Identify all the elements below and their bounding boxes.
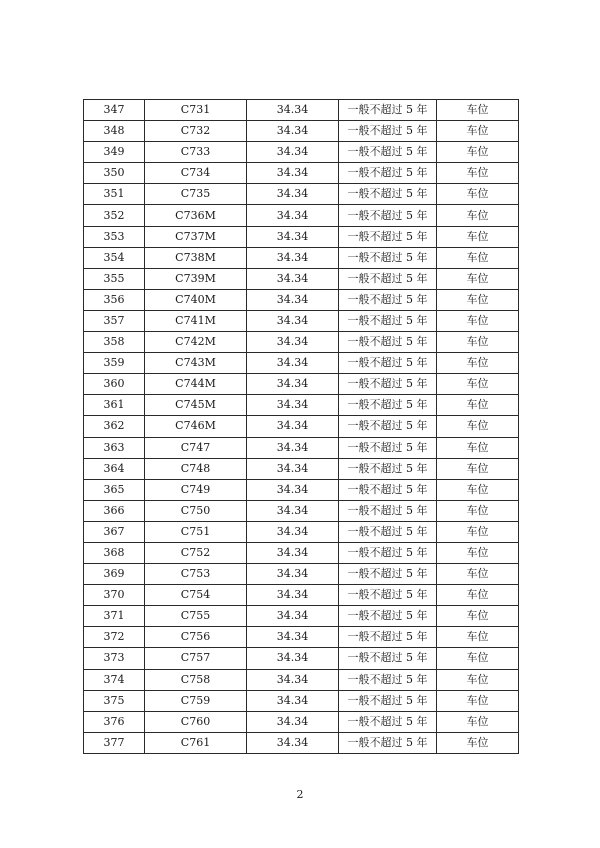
term-cell: 一般不超过 5 年 <box>339 711 437 732</box>
serial-number-cell: 347 <box>84 100 145 121</box>
space-code-cell: C752 <box>145 542 247 563</box>
type-cell: 车位 <box>437 437 519 458</box>
area-cell: 34.34 <box>247 289 339 310</box>
serial-number-cell: 375 <box>84 690 145 711</box>
serial-number-cell: 365 <box>84 479 145 500</box>
type-cell: 车位 <box>437 648 519 669</box>
space-code-cell: C732 <box>145 121 247 142</box>
space-code-cell: C755 <box>145 606 247 627</box>
table-row <box>84 500 519 521</box>
area-cell: 34.34 <box>247 500 339 521</box>
table-row <box>84 606 519 627</box>
serial-number-cell: 351 <box>84 184 145 205</box>
term-cell: 一般不超过 5 年 <box>339 479 437 500</box>
term-cell: 一般不超过 5 年 <box>339 163 437 184</box>
area-cell: 34.34 <box>247 416 339 437</box>
table-row <box>84 479 519 500</box>
table-row <box>84 564 519 585</box>
table-row <box>84 100 519 121</box>
serial-number-cell: 350 <box>84 163 145 184</box>
type-cell: 车位 <box>437 184 519 205</box>
table-row <box>84 690 519 711</box>
space-code-cell: C760 <box>145 711 247 732</box>
serial-number-cell: 362 <box>84 416 145 437</box>
type-cell: 车位 <box>437 247 519 268</box>
serial-number-cell: 353 <box>84 226 145 247</box>
area-cell: 34.34 <box>247 479 339 500</box>
type-cell: 车位 <box>437 121 519 142</box>
serial-number-cell: 372 <box>84 627 145 648</box>
serial-number-cell: 356 <box>84 289 145 310</box>
space-code-cell: C758 <box>145 669 247 690</box>
area-cell: 34.34 <box>247 310 339 331</box>
area-cell: 34.34 <box>247 247 339 268</box>
table-row <box>84 226 519 247</box>
area-cell: 34.34 <box>247 648 339 669</box>
area-cell: 34.34 <box>247 521 339 542</box>
serial-number-cell: 352 <box>84 205 145 226</box>
area-cell: 34.34 <box>247 627 339 648</box>
type-cell: 车位 <box>437 690 519 711</box>
term-cell: 一般不超过 5 年 <box>339 521 437 542</box>
term-cell: 一般不超过 5 年 <box>339 142 437 163</box>
table-row <box>84 395 519 416</box>
serial-number-cell: 368 <box>84 542 145 563</box>
table-row <box>84 310 519 331</box>
area-cell: 34.34 <box>247 226 339 247</box>
table-row <box>84 648 519 669</box>
term-cell: 一般不超过 5 年 <box>339 353 437 374</box>
table-row <box>84 353 519 374</box>
serial-number-cell: 359 <box>84 353 145 374</box>
type-cell: 车位 <box>437 332 519 353</box>
term-cell: 一般不超过 5 年 <box>339 732 437 753</box>
serial-number-cell: 371 <box>84 606 145 627</box>
term-cell: 一般不超过 5 年 <box>339 268 437 289</box>
term-cell: 一般不超过 5 年 <box>339 395 437 416</box>
table-row <box>84 374 519 395</box>
area-cell: 34.34 <box>247 353 339 374</box>
type-cell: 车位 <box>437 416 519 437</box>
term-cell: 一般不超过 5 年 <box>339 184 437 205</box>
space-code-cell: C746M <box>145 416 247 437</box>
type-cell: 车位 <box>437 564 519 585</box>
type-cell: 车位 <box>437 669 519 690</box>
area-cell: 34.34 <box>247 142 339 163</box>
type-cell: 车位 <box>437 521 519 542</box>
space-code-cell: C738M <box>145 247 247 268</box>
term-cell: 一般不超过 5 年 <box>339 310 437 331</box>
area-cell: 34.34 <box>247 458 339 479</box>
table-row <box>84 289 519 310</box>
term-cell: 一般不超过 5 年 <box>339 500 437 521</box>
area-cell: 34.34 <box>247 585 339 606</box>
serial-number-cell: 367 <box>84 521 145 542</box>
type-cell: 车位 <box>437 205 519 226</box>
space-code-cell: C742M <box>145 332 247 353</box>
space-code-cell: C748 <box>145 458 247 479</box>
area-cell: 34.34 <box>247 395 339 416</box>
type-cell: 车位 <box>437 142 519 163</box>
area-cell: 34.34 <box>247 690 339 711</box>
term-cell: 一般不超过 5 年 <box>339 121 437 142</box>
term-cell: 一般不超过 5 年 <box>339 585 437 606</box>
type-cell: 车位 <box>437 585 519 606</box>
table-row <box>84 627 519 648</box>
table-row <box>84 184 519 205</box>
term-cell: 一般不超过 5 年 <box>339 374 437 395</box>
space-code-cell: C745M <box>145 395 247 416</box>
table-row <box>84 332 519 353</box>
term-cell: 一般不超过 5 年 <box>339 205 437 226</box>
space-code-cell: C751 <box>145 521 247 542</box>
area-cell: 34.34 <box>247 205 339 226</box>
type-cell: 车位 <box>437 374 519 395</box>
type-cell: 车位 <box>437 353 519 374</box>
table-row <box>84 205 519 226</box>
page-number: 2 <box>296 788 304 801</box>
table-row <box>84 585 519 606</box>
space-code-cell: C733 <box>145 142 247 163</box>
space-code-cell: C740M <box>145 289 247 310</box>
type-cell: 车位 <box>437 711 519 732</box>
serial-number-cell: 363 <box>84 437 145 458</box>
type-cell: 车位 <box>437 289 519 310</box>
space-code-cell: C761 <box>145 732 247 753</box>
table-row <box>84 247 519 268</box>
serial-number-cell: 349 <box>84 142 145 163</box>
term-cell: 一般不超过 5 年 <box>339 606 437 627</box>
space-code-cell: C735 <box>145 184 247 205</box>
term-cell: 一般不超过 5 年 <box>339 690 437 711</box>
area-cell: 34.34 <box>247 564 339 585</box>
space-code-cell: C734 <box>145 163 247 184</box>
space-code-cell: C747 <box>145 437 247 458</box>
term-cell: 一般不超过 5 年 <box>339 289 437 310</box>
term-cell: 一般不超过 5 年 <box>339 100 437 121</box>
table-row <box>84 142 519 163</box>
serial-number-cell: 361 <box>84 395 145 416</box>
space-code-cell: C737M <box>145 226 247 247</box>
table-body <box>84 100 519 754</box>
serial-number-cell: 357 <box>84 310 145 331</box>
space-code-cell: C749 <box>145 479 247 500</box>
type-cell: 车位 <box>437 500 519 521</box>
area-cell: 34.34 <box>247 184 339 205</box>
space-code-cell: C750 <box>145 500 247 521</box>
area-cell: 34.34 <box>247 606 339 627</box>
type-cell: 车位 <box>437 627 519 648</box>
space-code-cell: C743M <box>145 353 247 374</box>
area-cell: 34.34 <box>247 669 339 690</box>
serial-number-cell: 358 <box>84 332 145 353</box>
table-row <box>84 732 519 753</box>
table-row <box>84 711 519 732</box>
type-cell: 车位 <box>437 732 519 753</box>
area-cell: 34.34 <box>247 268 339 289</box>
space-code-cell: C753 <box>145 564 247 585</box>
type-cell: 车位 <box>437 458 519 479</box>
area-cell: 34.34 <box>247 332 339 353</box>
table-row <box>84 416 519 437</box>
table-row <box>84 542 519 563</box>
table-row <box>84 669 519 690</box>
term-cell: 一般不超过 5 年 <box>339 648 437 669</box>
table-row <box>84 268 519 289</box>
area-cell: 34.34 <box>247 121 339 142</box>
serial-number-cell: 364 <box>84 458 145 479</box>
serial-number-cell: 374 <box>84 669 145 690</box>
area-cell: 34.34 <box>247 542 339 563</box>
serial-number-cell: 373 <box>84 648 145 669</box>
space-code-cell: C756 <box>145 627 247 648</box>
space-code-cell: C757 <box>145 648 247 669</box>
area-cell: 34.34 <box>247 732 339 753</box>
serial-number-cell: 376 <box>84 711 145 732</box>
term-cell: 一般不超过 5 年 <box>339 669 437 690</box>
area-cell: 34.34 <box>247 711 339 732</box>
serial-number-cell: 354 <box>84 247 145 268</box>
term-cell: 一般不超过 5 年 <box>339 247 437 268</box>
space-code-cell: C739M <box>145 268 247 289</box>
serial-number-cell: 348 <box>84 121 145 142</box>
type-cell: 车位 <box>437 542 519 563</box>
type-cell: 车位 <box>437 163 519 184</box>
term-cell: 一般不超过 5 年 <box>339 458 437 479</box>
table-row <box>84 121 519 142</box>
term-cell: 一般不超过 5 年 <box>339 437 437 458</box>
table-row <box>84 437 519 458</box>
term-cell: 一般不超过 5 年 <box>339 564 437 585</box>
area-cell: 34.34 <box>247 374 339 395</box>
term-cell: 一般不超过 5 年 <box>339 416 437 437</box>
term-cell: 一般不超过 5 年 <box>339 627 437 648</box>
space-code-cell: C736M <box>145 205 247 226</box>
area-cell: 34.34 <box>247 163 339 184</box>
type-cell: 车位 <box>437 268 519 289</box>
serial-number-cell: 369 <box>84 564 145 585</box>
type-cell: 车位 <box>437 606 519 627</box>
serial-number-cell: 355 <box>84 268 145 289</box>
space-code-cell: C731 <box>145 100 247 121</box>
space-code-cell: C744M <box>145 374 247 395</box>
parking-space-table <box>83 99 519 754</box>
serial-number-cell: 370 <box>84 585 145 606</box>
serial-number-cell: 360 <box>84 374 145 395</box>
type-cell: 车位 <box>437 100 519 121</box>
space-code-cell: C741M <box>145 310 247 331</box>
table-row <box>84 163 519 184</box>
type-cell: 车位 <box>437 310 519 331</box>
type-cell: 车位 <box>437 395 519 416</box>
serial-number-cell: 377 <box>84 732 145 753</box>
space-code-cell: C759 <box>145 690 247 711</box>
space-code-cell: C754 <box>145 585 247 606</box>
term-cell: 一般不超过 5 年 <box>339 332 437 353</box>
type-cell: 车位 <box>437 226 519 247</box>
type-cell: 车位 <box>437 479 519 500</box>
area-cell: 34.34 <box>247 100 339 121</box>
table-row <box>84 521 519 542</box>
term-cell: 一般不超过 5 年 <box>339 226 437 247</box>
table-row <box>84 458 519 479</box>
serial-number-cell: 366 <box>84 500 145 521</box>
area-cell: 34.34 <box>247 437 339 458</box>
term-cell: 一般不超过 5 年 <box>339 542 437 563</box>
